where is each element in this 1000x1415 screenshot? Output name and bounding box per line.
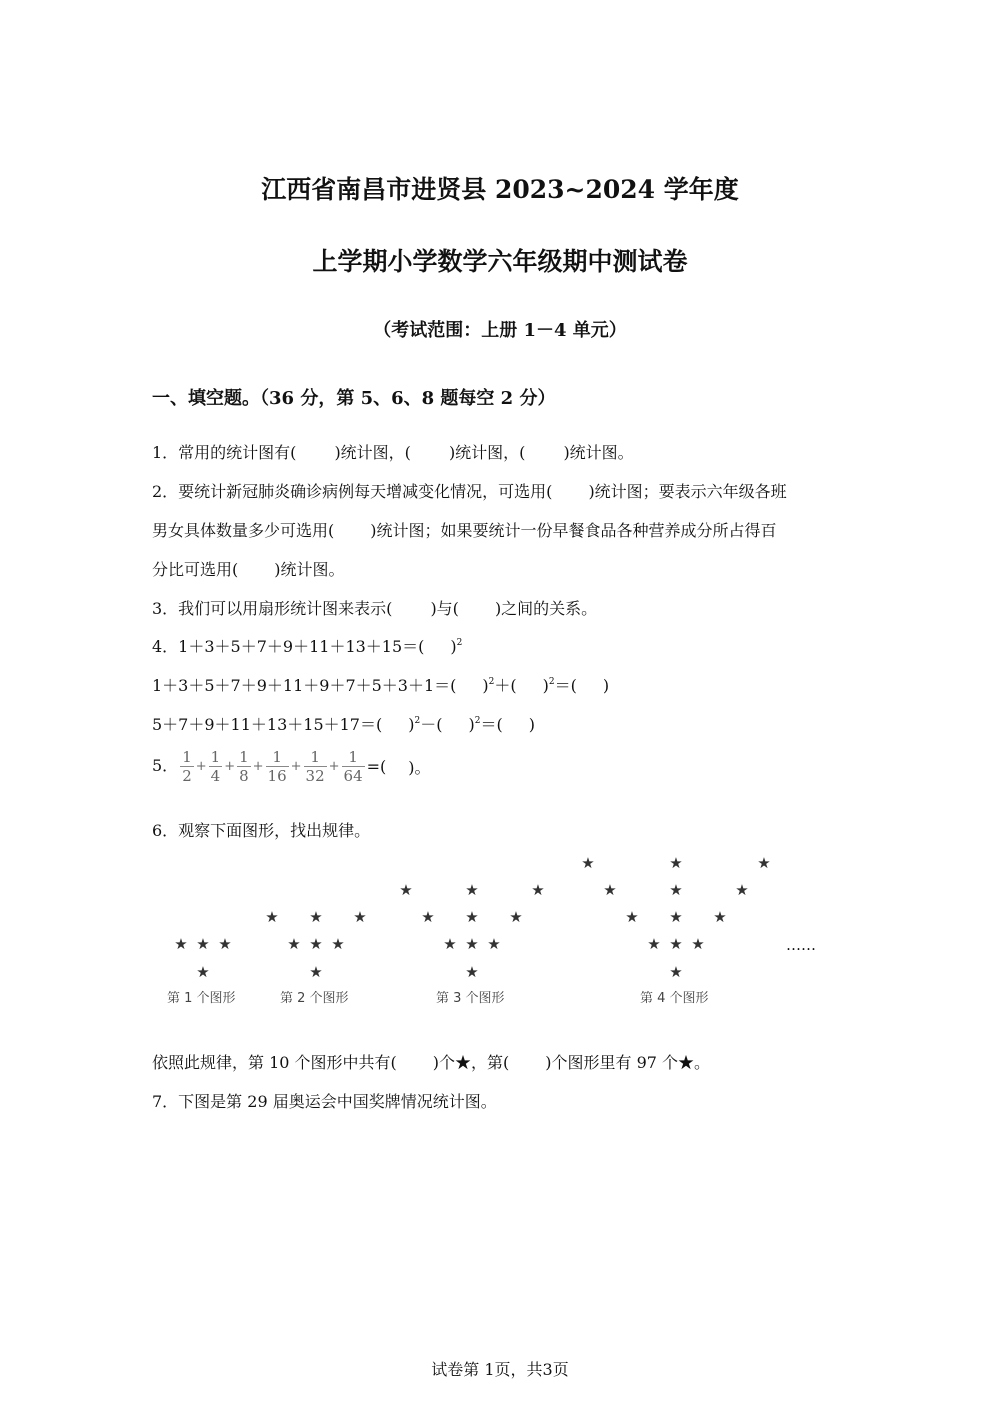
star-icon: ★ (669, 881, 683, 899)
figure-label-4: 第 4 个图形 (640, 991, 709, 1006)
star-icon: ★ (735, 881, 749, 899)
fraction-numerator: 1 (182, 748, 192, 766)
q4-text-a: 4．1＋3＋5＋7＋9＋11＋13＋15＝( (152, 637, 425, 656)
figure-label-3: 第 3 个图形 (436, 991, 505, 1006)
q6-follow-b: )个★，第( (432, 1053, 510, 1072)
q4-line3-a: 5＋7＋9＋11＋13＋15＋17＝( (152, 715, 383, 734)
fraction-denominator: 4 (210, 767, 221, 785)
star-icon: ★ (581, 854, 595, 872)
q4-line2-exp2: 2 (548, 677, 555, 687)
plus-sign: + (252, 759, 264, 774)
star-icon: ★ (465, 881, 479, 899)
q5-equals: =( (366, 757, 387, 776)
title-line-2: 上学期小学数学六年级期中测试卷 (312, 247, 688, 276)
fraction-6 (342, 748, 365, 785)
star-icon: ★ (531, 881, 545, 899)
star-icon: ★ (421, 908, 435, 926)
question-4-line-3 (152, 712, 535, 735)
figure-label-2: 第 2 个图形 (280, 991, 349, 1006)
q1-text-a: 1．常用的统计图有( (152, 443, 297, 462)
fraction-2 (209, 748, 223, 785)
fraction-numerator: 1 (210, 748, 221, 766)
q4-paren: ) (450, 637, 457, 656)
star-icon: ★ (174, 935, 188, 953)
star-icon: ★ (331, 935, 345, 953)
q2-text-f: )统计图。 (274, 560, 345, 579)
question-2-line-1 (152, 479, 787, 502)
q4-line3-e: ＝( (480, 715, 503, 734)
star-icon: ★ (309, 935, 323, 953)
page-footer: 试卷第 1页，共3页 (431, 1360, 569, 1379)
fraction-denominator: 2 (182, 767, 192, 785)
q4-line2-exp1: 2 (488, 677, 495, 687)
q6-follow-a: 依照此规律，第 10 个图形中共有( (152, 1053, 397, 1072)
section-1-heading: 一、填空题。（36 分，第 5、6、8 题每空 2 分） (152, 388, 556, 409)
question-3 (152, 596, 597, 619)
star-icon: ★ (443, 935, 457, 953)
fraction-3 (237, 748, 251, 785)
q1-text-d: )统计图。 (563, 443, 634, 462)
fraction-numerator: 1 (348, 748, 358, 766)
fraction-numerator: 1 (310, 748, 320, 766)
q5-label: 5． (152, 756, 179, 775)
plus-sign: + (290, 759, 302, 774)
exam-scope: （考试范围：上册 1－4 单元） (373, 320, 627, 341)
q5-fraction-sum (178, 748, 366, 785)
q2-text-e: 分比可选用( (152, 560, 239, 579)
star-icon: ★ (691, 935, 705, 953)
fraction-numerator: 1 (239, 748, 249, 766)
q4-line3-d: ) (468, 715, 475, 734)
q4-exponent: 2 (456, 638, 463, 648)
star-icon: ★ (625, 908, 639, 926)
q2-text-a: 2．要统计新冠肺炎确诊病例每天增减变化情况，可选用( (152, 482, 553, 501)
q4-line2-e: ＝( (554, 676, 577, 695)
q4-line2-a: 1＋3＋5＋7＋9＋11＋9＋7＋5＋3＋1＝( (152, 676, 457, 695)
star-icon: ★ (603, 881, 617, 899)
figure-label-1: 第 1 个图形 (167, 991, 236, 1006)
q1-text-c: )统计图，( (448, 443, 526, 462)
q4-line3-exp1: 2 (414, 716, 421, 726)
q4-line2-b: ) (482, 676, 489, 695)
q4-line3-exp2: 2 (474, 716, 481, 726)
question-7: 7．下图是第 29 届奥运会中国奖牌情况统计图。 (152, 1092, 497, 1111)
star-icon: ★ (669, 935, 683, 953)
fraction-denominator: 16 (267, 767, 287, 785)
title-line-1: 江西省南昌市进贤县 2023~2024 学年度 (261, 175, 739, 204)
star-icon: ★ (309, 908, 323, 926)
plus-sign: + (224, 759, 236, 774)
q2-text-d: )统计图；如果要统计一份早餐食品各种营养成分所占得百 (370, 521, 777, 540)
fraction-5 (304, 748, 327, 785)
fraction-4 (266, 748, 289, 785)
star-icon: ★ (287, 935, 301, 953)
q4-line3-f: ) (528, 715, 535, 734)
q3-text-a: 3．我们可以用扇形统计图来表示( (152, 599, 393, 618)
question-2-line-2 (152, 518, 777, 541)
star-icon: ★ (487, 935, 501, 953)
q2-text-c: 男女具体数量多少可选用( (152, 521, 335, 540)
star-icon: ★ (196, 963, 210, 981)
q4-line2-c: ＋( (494, 676, 517, 695)
star-icon: ★ (509, 908, 523, 926)
question-4-line-1 (152, 634, 462, 657)
star-icon: ★ (465, 935, 479, 953)
question-5 (152, 748, 431, 785)
q3-text-b: )与( (430, 599, 459, 618)
q5-end: )。 (408, 758, 431, 777)
star-icon: ★ (465, 963, 479, 981)
question-1 (152, 440, 634, 463)
fraction-numerator: 1 (272, 748, 282, 766)
star-icon: ★ (713, 908, 727, 926)
star-icon: ★ (196, 935, 210, 953)
q4-line2-d: ) (542, 676, 549, 695)
star-icon: ★ (265, 908, 279, 926)
star-icon: ★ (465, 908, 479, 926)
q3-text-c: )之间的关系。 (494, 599, 598, 618)
question-4-line-2 (152, 673, 609, 696)
star-icon: ★ (218, 935, 232, 953)
star-icon: ★ (353, 908, 367, 926)
q4-line2-f: ) (602, 676, 610, 695)
fraction-denominator: 32 (305, 767, 325, 785)
q4-line3-c: －( (420, 715, 443, 734)
question-6-follow-up (152, 1050, 710, 1073)
q6-follow-c: )个图形里有 97 个★。 (545, 1053, 711, 1072)
star-icon: ★ (669, 854, 683, 872)
question-2-line-3 (152, 557, 345, 580)
star-icon: ★ (309, 963, 323, 981)
star-icon: ★ (757, 854, 771, 872)
fraction-denominator: 64 (343, 767, 363, 785)
plus-sign: + (328, 759, 340, 774)
q1-text-b: )统计图，( (334, 443, 411, 462)
star-icon: ★ (399, 881, 413, 899)
fraction-1 (180, 748, 194, 785)
question-6: 6．观察下面图形，找出规律。 (152, 821, 371, 840)
fraction-denominator: 8 (239, 767, 249, 785)
star-icon: ★ (669, 908, 683, 926)
pattern-ellipsis: …… (786, 936, 816, 954)
plus-sign: + (195, 759, 207, 774)
star-icon: ★ (647, 935, 661, 953)
star-icon: ★ (669, 963, 683, 981)
q4-line3-b: ) (408, 715, 415, 734)
q2-text-b: )统计图；要表示六年级各班 (588, 482, 787, 501)
